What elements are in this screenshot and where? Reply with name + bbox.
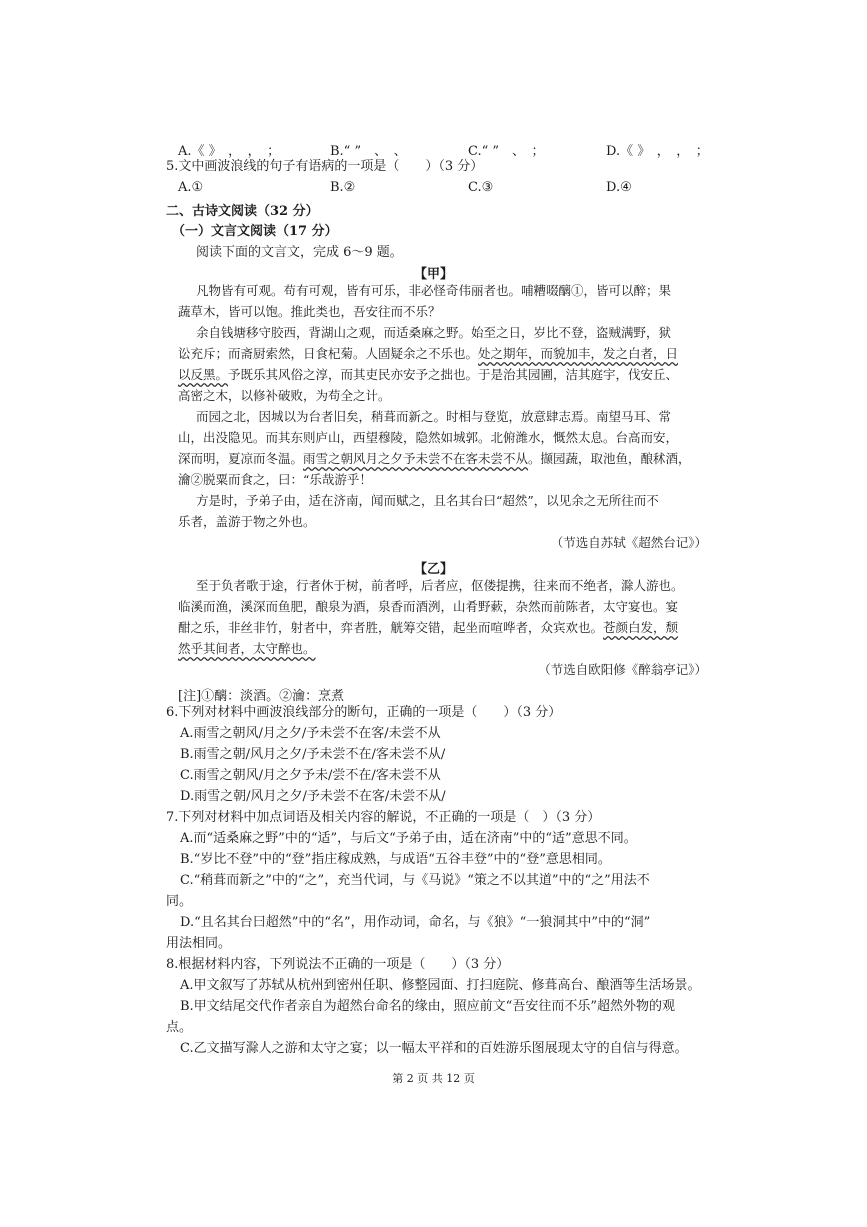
wavy-sentence: 以反黑。 (178, 367, 229, 382)
q4-option-a: A.《 》 ， ， ； (178, 144, 281, 159)
q4-option-c: C.“ ” 、 ； (468, 144, 545, 159)
wavy-sentence: 然乎其间者，太守醉也。 (178, 641, 316, 656)
q6-option: D.雨雪之朝/风月之夕/予未尝不在客/未尝不从/ (180, 789, 446, 804)
q7-stem: 7.下列对材料中加点词语及相关内容的解说，不正确的一项是（ ）（3 分） (166, 810, 601, 825)
yi-line (178, 622, 678, 635)
wavy-sentence: 处之期年，而貌加丰，发之白者，日 (478, 346, 679, 361)
jia-line: 高密之木，以修补破败，为苟全之计。 (178, 388, 391, 403)
wavy-sentence: 苍颜白发，颓 (603, 620, 679, 635)
jia-line: 方是时，予弟子由，适在济南，闻而赋之，且名其台曰“超然”，以见余之无所往而不 (196, 493, 659, 508)
q7-line: C.“稍葺而新之”中的“之”，充当代词，与《马说》“策之不以其道”中的“之”用法不 (180, 873, 650, 888)
passage-jia-title: 【甲】 (413, 267, 453, 282)
instruction: 阅读下面的文言文，完成 6～9 题。 (196, 245, 403, 260)
jia-line: 蔬草木，皆可以饱。推此类也，吾安往而不乐？ (178, 304, 441, 319)
q5-stem: 5.文中画波浪线的句子有语病的一项是（ ）（3 分） (166, 159, 484, 174)
yi-line: 临溪而渔，溪深而鱼肥，酿泉为酒，泉香而酒洌，山肴野蔌，杂然而前陈者，太守宴也。宴 (178, 599, 679, 614)
jia-source: （节选自苏轼《超然台记》） (550, 535, 707, 550)
jia-line: 瀹②脱粟而食之，曰：“乐哉游乎！ (178, 472, 372, 487)
q4-option-d: D.《 》 ， ， ； (606, 144, 709, 159)
jia-line: 而园之北，因城以为台者旧矣，稍葺而新之。时相与登览，放意肆志焉。南望马耳、常 (196, 409, 672, 424)
q4-option-b: B.“ ” 、 、 (330, 144, 407, 159)
q8-line: C.乙文描写滁人之游和太守之宴；以一幅太平祥和的百姓游乐图展现太守的自信与得意。 (180, 1041, 688, 1056)
jia-line: 余自钱塘移守胶西，背湖山之观，而适桑麻之野。始至之日，岁比不登，盗贼满野，狱 (196, 325, 672, 340)
jia-text: 深而明，夏凉而冬温。 (178, 451, 304, 466)
q7-line: B.“岁比不登”中的“登”指庄稼成熟，与成语“五谷丰登”中的“登”意思相同。 (180, 852, 611, 867)
jia-line: 乐者，盖游于物之外也。 (178, 514, 316, 529)
q7-line: 用法相同。 (166, 936, 232, 951)
yi-source: （节选自欧阳修《醉翁亭记》） (538, 662, 707, 677)
jia-text: 。撷园蔬，取池鱼，酿秫酒， (528, 451, 691, 466)
q6-option: A.雨雪之朝风/月之夕/予未尝不在客/未尝不从 (180, 726, 441, 741)
q7-line: D.“且名其台曰超然”中的“名”，用作动词，命名，与《狼》“一狼洞其中”中的“洞” (180, 915, 651, 930)
q5-option-c: C.③ (468, 180, 494, 195)
yi-line: 至于负者歌于途，行者休于树，前者呼，后者应，伛偻提携，往来而不绝者，滁人游也。 (196, 578, 684, 593)
section-title: 二、古诗文阅读（32 分） (166, 204, 319, 219)
jia-text: 予既乐其风俗之淳，而其吏民亦安予之拙也。于是治其园圃，洁其庭宇，伐安丘、 (228, 367, 679, 382)
q8-line: B.甲文结尾交代作者亲自为超然台命名的缘由，照应前文“吾安往而不乐”超然外物的观 (180, 999, 675, 1014)
yi-text: 酣之乐，非丝非竹，射者中，弈者胜，觥筹交错，起坐而喧哗者，众宾欢也。 (178, 620, 604, 635)
q8-line: A.甲文叙写了苏轼从杭州到密州任职、修整园面、打扫庭院、修葺高台、酿酒等生活场景。 (180, 978, 701, 993)
jia-line (178, 453, 691, 466)
annotation-note: [注]①醨：淡酒。②瀹：烹煮 (178, 689, 345, 704)
yi-line (178, 643, 316, 656)
subsection-title: （一）文言文阅读（17 分） (172, 224, 338, 239)
q7-line: A.而“适桑麻之野”中的“适”，与后文“予弟子由，适在济南”中的“适”意思不同。 (180, 831, 637, 846)
q7-line: 同。 (166, 894, 193, 909)
jia-text: 讼充斥；而斋厨索然，日食杞菊。人固疑余之不乐也。 (178, 346, 479, 361)
jia-line: 山，出没隐见。而其东则庐山，西望穆陵，隐然如城郭。北俯潍水，慨然太息。台高而安， (178, 430, 679, 445)
jia-line (178, 369, 678, 382)
q8-stem: 8.根据材料内容，下列说法不正确的一项是（ ）（3 分） (166, 957, 510, 972)
q5-option-d: D.④ (606, 180, 632, 195)
q8-line: 点。 (166, 1020, 193, 1035)
passage-yi-title: 【乙】 (413, 562, 453, 577)
jia-line: 凡物皆有可观。苟有可观，皆有可乐，非必怪奇伟丽者也。哺糟啜醨①，皆可以醉；果 (196, 283, 672, 298)
q6-option: C.雨雪之朝风/月之夕予未/尝不在/客未尝不从 (180, 768, 441, 783)
q6-stem: 6.下列对材料中画波浪线部分的断句，正确的一项是（ ）（3 分） (166, 705, 562, 720)
page-footer: 第 2 页 共 12 页 (392, 1072, 475, 1085)
q5-option-a: A.① (178, 180, 204, 195)
wavy-sentence: 雨雪之朝风月之夕予未尝不在客未尝不从 (303, 451, 529, 466)
q5-option-b: B.② (330, 180, 356, 195)
q6-option: B.雨雪之朝/风月之夕/予未尝不在/客未尝不从/ (180, 747, 446, 762)
jia-line (178, 348, 678, 361)
